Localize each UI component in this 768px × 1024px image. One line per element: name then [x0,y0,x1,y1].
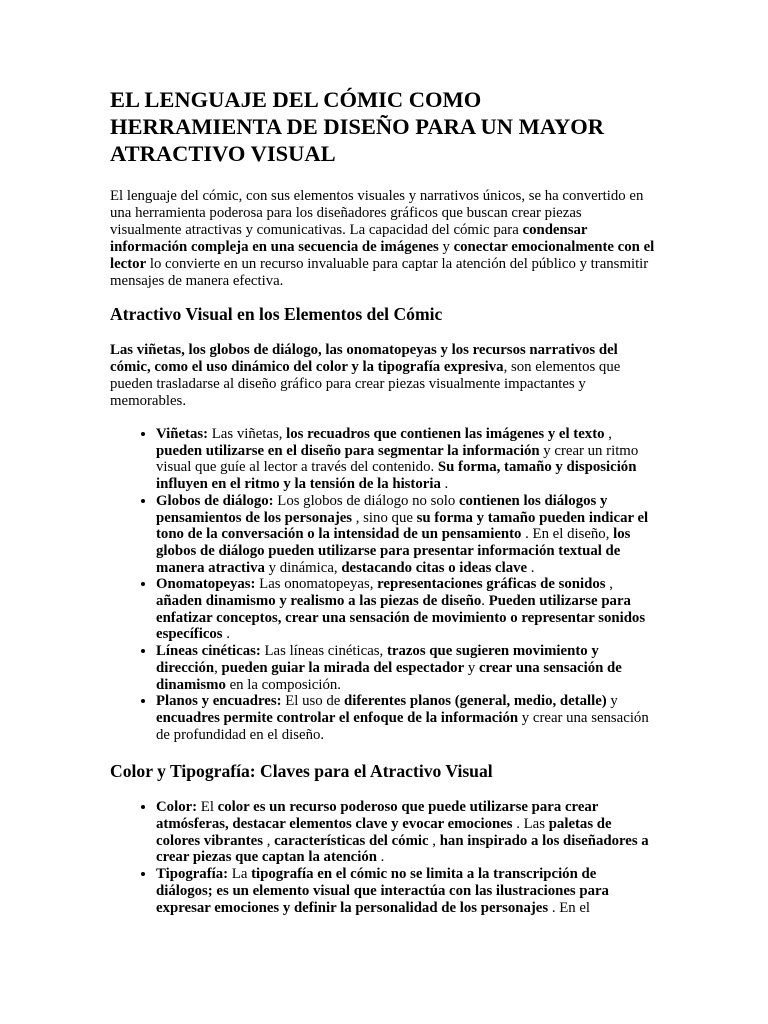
intro-text-2: y [438,239,454,255]
item-label: Tipografía: [156,866,229,883]
list-item-color [156,799,655,866]
item-text: Las viñetas, [208,426,287,442]
item-text: El uso de [281,693,344,710]
item-text: Los globos de diálogo no solo [273,492,459,509]
item-text: y crear una sensación de profundidad en el diseño [156,709,649,743]
list-item-globos [156,493,655,577]
list-item-tipografia [156,866,655,916]
item-text: . [481,593,489,610]
intro-bold-2: conectar emocionalmente con el lector [110,239,655,272]
section1-lead-text: , son elementos que pueden trasladarse al diseño gráfico para crear piezas visualmente impactantes y memorables. [110,359,621,409]
item-bold: contienen los diálogos y pensamientos de los personajes [156,492,608,526]
item-bold: los recuadros que contienen las imágenes y el texto [286,426,605,442]
section1-list [110,426,655,743]
item-text: , [604,426,612,442]
section1-lead-bold: Las viñetas, los globos de diálogo, las onomatopeyas y los recursos narrativos del cómic, como el uso dinámico del color y la tipografía expresiva [110,342,618,375]
section2-heading: Color y Tipografía: Claves para el Atractivo Visual [110,761,493,782]
item-text: y [606,693,618,710]
item-bold: trazos que sugieren movimiento y dirección [156,643,599,676]
item-label: Viñetas: [156,426,209,442]
item-text: . [376,849,385,866]
item-bold: destacando citas o ideas clave [341,559,528,576]
item-text: en la composición. [225,676,341,693]
document-title: EL LENGUAJE DEL CÓMIC COMO HERRAMIENTA DE DISEÑO PARA UN MAYOR ATRACTIVO VISUAL [110,87,605,166]
item-bold: añaden dinamismo y realismo a las piezas de diseño [156,593,482,610]
item-text: y crear un ritmo visual que guíe al lector a través del contenido. [156,442,639,476]
item-text: . [222,626,230,643]
item-bold: pueden guiar la mirada del espectador [221,659,465,676]
section2-list [110,799,655,916]
item-label: Onomatopeyas: [156,576,256,593]
item-bold: color es un recurso poderoso que puede utilizarse para crear atmósferas, destacar elementos clave y evocar emociones [156,799,599,833]
section1-lead-paragraph [110,342,655,410]
item-text: . En el diseño, [521,526,614,543]
item-bold: paletas de colores vibrantes [156,816,612,849]
item-bold: pueden utilizarse en el diseño para segmentar la información [156,442,540,459]
item-label: Líneas cinéticas: [156,643,261,660]
intro-text-1: El lenguaje del cómic, con sus elementos visuales y narrativos únicos, se ha convertido en una herramienta poderosa para los diseñadores gráficos que buscan crear piezas visualmente atractivas y comunicativas. La capacidad del cómic para [110,188,644,238]
item-text: y [464,659,479,676]
item-bold: Su forma, tamaño y disposición influyen en el ritmo y la tensión de la historia [156,459,637,493]
list-item-lineas-cineticas [156,643,655,693]
document-content [110,86,655,916]
item-text: . Las [512,816,549,833]
item-bold: representaciones gráficas de sonidos [377,576,606,593]
item-text: El [197,799,218,816]
intro-paragraph [110,188,655,290]
item-text: , sino que [352,509,417,526]
item-bold: su forma y tamaño pueden indicar el tono de la conversación o la intensidad de un pensamiento [156,509,649,543]
item-text: . [320,726,325,743]
item-bold: crear una sensación de dinamismo [156,659,622,693]
item-text: . [440,476,449,493]
item-text: y dinámica, [264,559,342,576]
list-item-onomatopeyas [156,576,655,643]
item-bold: diferentes planos (general, medio, detalle) [343,693,607,710]
item-text: Las líneas cinéticas, [260,643,387,660]
item-text: , [263,832,275,849]
item-bold: han inspirado a los diseñadores a crear piezas que captan la atención [156,832,649,866]
intro-bold-1: condensar información compleja en una secuencia de imágenes [110,222,588,255]
item-label: Globos de diálogo: [156,492,274,509]
item-text: . En el [548,899,591,916]
item-text: Las onomatopeyas, [255,576,378,593]
item-text: , [214,659,222,676]
item-bold: características del cómic [274,832,429,849]
section1-heading: Atractivo Visual en los Elementos del Cómic [110,304,443,324]
item-label: Planos y encuadres: [156,693,282,710]
list-item-planos [156,693,655,743]
item-text: La [228,866,252,883]
item-label: Color: [156,799,198,816]
item-text: , [605,576,613,593]
item-text: , [428,832,440,849]
item-bold: encuadres permite controlar el enfoque de la información [156,709,519,726]
item-bold: los globos de diálogo pueden utilizarse para presentar información textual de manera atractiva [156,526,631,576]
list-item-vinetas [156,426,655,493]
item-bold: Pueden utilizarse para enfatizar conceptos, crear una sensación de movimiento o representar sonidos específicos [156,593,646,643]
item-bold: tipografía en el cómic no se limita a la transcripción de diálogos; es un elemento visual que interactúa con las ilustraciones para expresar emociones y definir la personalidad de los personajes [156,866,609,916]
intro-text-3: lo convierte en un recurso invaluable para captar la atención del público y transmitir mensajes de manera efectiva. [110,256,649,289]
item-text: . [527,559,535,576]
